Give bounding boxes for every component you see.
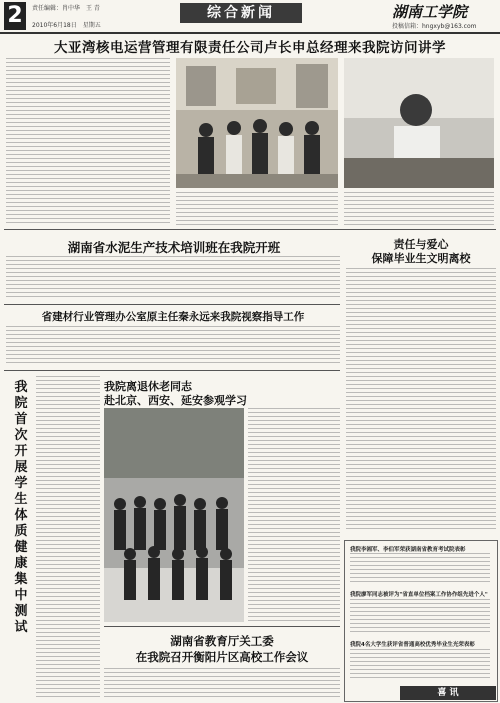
submission-email: 投稿信箱：hngxyb@163.com	[392, 23, 477, 30]
retired-story-text	[248, 408, 340, 622]
love-headline: 责任与爱心	[393, 238, 449, 251]
health-headline: 我院首次开展学生体质健康集中测试	[14, 380, 28, 635]
main-headline: 大亚湾核电运营管理有限责任公司卢长申总经理来我院访问讲学	[54, 40, 446, 56]
masthead: 湖南工学院	[392, 3, 468, 21]
education-story-text	[104, 668, 340, 700]
brief-title-2: 我院廖军同志被评为"省直单位档案工作协作组先进个人"	[350, 592, 488, 598]
building-headline: 省建材行业管理办公室原主任秦永远来我院视察指导工作	[41, 311, 305, 323]
good-news-banner: 喜 讯	[400, 686, 496, 700]
group-photo	[176, 58, 338, 188]
brief-title-1: 我院李湘军、李伯军荣获湖南省教育考试院表彰	[350, 547, 466, 553]
divider	[104, 626, 340, 627]
education-subheadline: 在我院召开衡阳片区高校工作会议	[135, 650, 309, 664]
retired-headline: 我院离退休老同志	[104, 380, 192, 393]
water-headline: 湖南省水泥生产技术培训班在我院开班	[67, 240, 281, 255]
building-story-text	[6, 326, 340, 366]
group-photo-image	[176, 58, 338, 188]
brief-text-2	[350, 599, 490, 633]
brief-text-3	[350, 649, 490, 681]
speaker-photo	[344, 58, 494, 188]
education-headline: 湖南省教育厅关工委	[170, 634, 274, 648]
love-subheadline: 保障毕业生文明离校	[371, 252, 471, 265]
love-story-text	[346, 268, 496, 532]
page-number: 2	[4, 2, 26, 30]
main-story-text-end	[344, 192, 494, 226]
divider	[4, 370, 340, 371]
page-header	[0, 0, 500, 34]
brief-text-1	[350, 553, 490, 583]
section-title: 综合新闻	[180, 3, 302, 23]
divider	[4, 304, 340, 305]
main-story-text-cont	[176, 192, 338, 226]
retirees-photo-image	[104, 408, 244, 622]
retirees-photo	[104, 408, 244, 622]
date-line: 2010年6月18日 星期五	[32, 22, 101, 29]
brief-title-3: 我院4名大学生获评省普通高校优秀毕业生光荣表彰	[350, 642, 475, 648]
main-story-text	[6, 58, 170, 226]
speaker-photo-image	[344, 58, 494, 188]
health-story-text	[36, 376, 100, 698]
editor-line: 责任编辑：肖中华 王 青	[32, 5, 100, 12]
divider	[4, 229, 496, 230]
retired-subheadline: 赴北京、西安、延安参观学习	[104, 394, 247, 407]
water-story-text	[6, 256, 340, 300]
